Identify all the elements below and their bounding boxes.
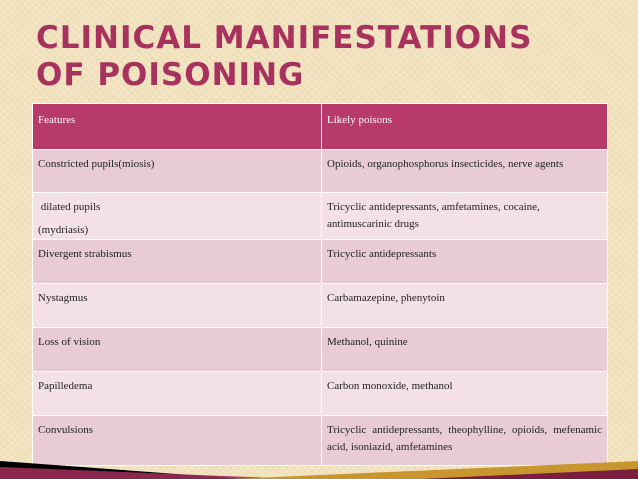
table-row (33, 416, 608, 466)
feature-cell: Convulsions (33, 416, 322, 466)
table-row (33, 372, 608, 416)
feature-cell: Papilledema (33, 372, 322, 416)
feature-line-1: dilated pupils (38, 201, 101, 213)
table-row (33, 240, 608, 284)
poisons-cell: Tricyclic antidepressants, amfetamines, cocaine, antimuscarinic drugs (322, 193, 608, 240)
header-features: Features (33, 104, 322, 150)
feature-cell (33, 193, 322, 240)
table-row (33, 284, 608, 328)
feature-cell: Divergent strabismus (33, 240, 322, 284)
table-row (33, 150, 608, 193)
bottom-wedge-decoration (0, 461, 638, 479)
header-likely-poisons: Likely poisons (322, 104, 608, 150)
poisons-cell: Methanol, quinine (322, 328, 608, 372)
poisons-cell: Opioids, organophosphorus insecticides, nerve agents (322, 150, 608, 193)
slide-title-line-1: CLINICAL MANIFESTATIONS (36, 20, 533, 56)
slide-title (36, 20, 616, 94)
slide-title-line-2: OF POISONING (36, 57, 305, 93)
poisoning-table (32, 103, 608, 466)
poisons-cell: Tricyclic antidepressants (322, 240, 608, 284)
table-row (33, 328, 608, 372)
feature-cell: Nystagmus (33, 284, 322, 328)
table-header-row (33, 104, 608, 150)
feature-line-2: (mydriasis) (38, 224, 89, 236)
poisons-cell: Carbamazepine, phenytoin (322, 284, 608, 328)
decorative-bottom-bar (0, 461, 638, 479)
poisons-cell: Carbon monoxide, methanol (322, 372, 608, 416)
table-row (33, 193, 608, 240)
feature-cell: Constricted pupils(miosis) (33, 150, 322, 193)
feature-cell: Loss of vision (33, 328, 322, 372)
poisons-cell: Tricyclic antidepressants, theophylline, opioids, mefenamic acid, isoniazid, amfetamines (322, 416, 608, 466)
